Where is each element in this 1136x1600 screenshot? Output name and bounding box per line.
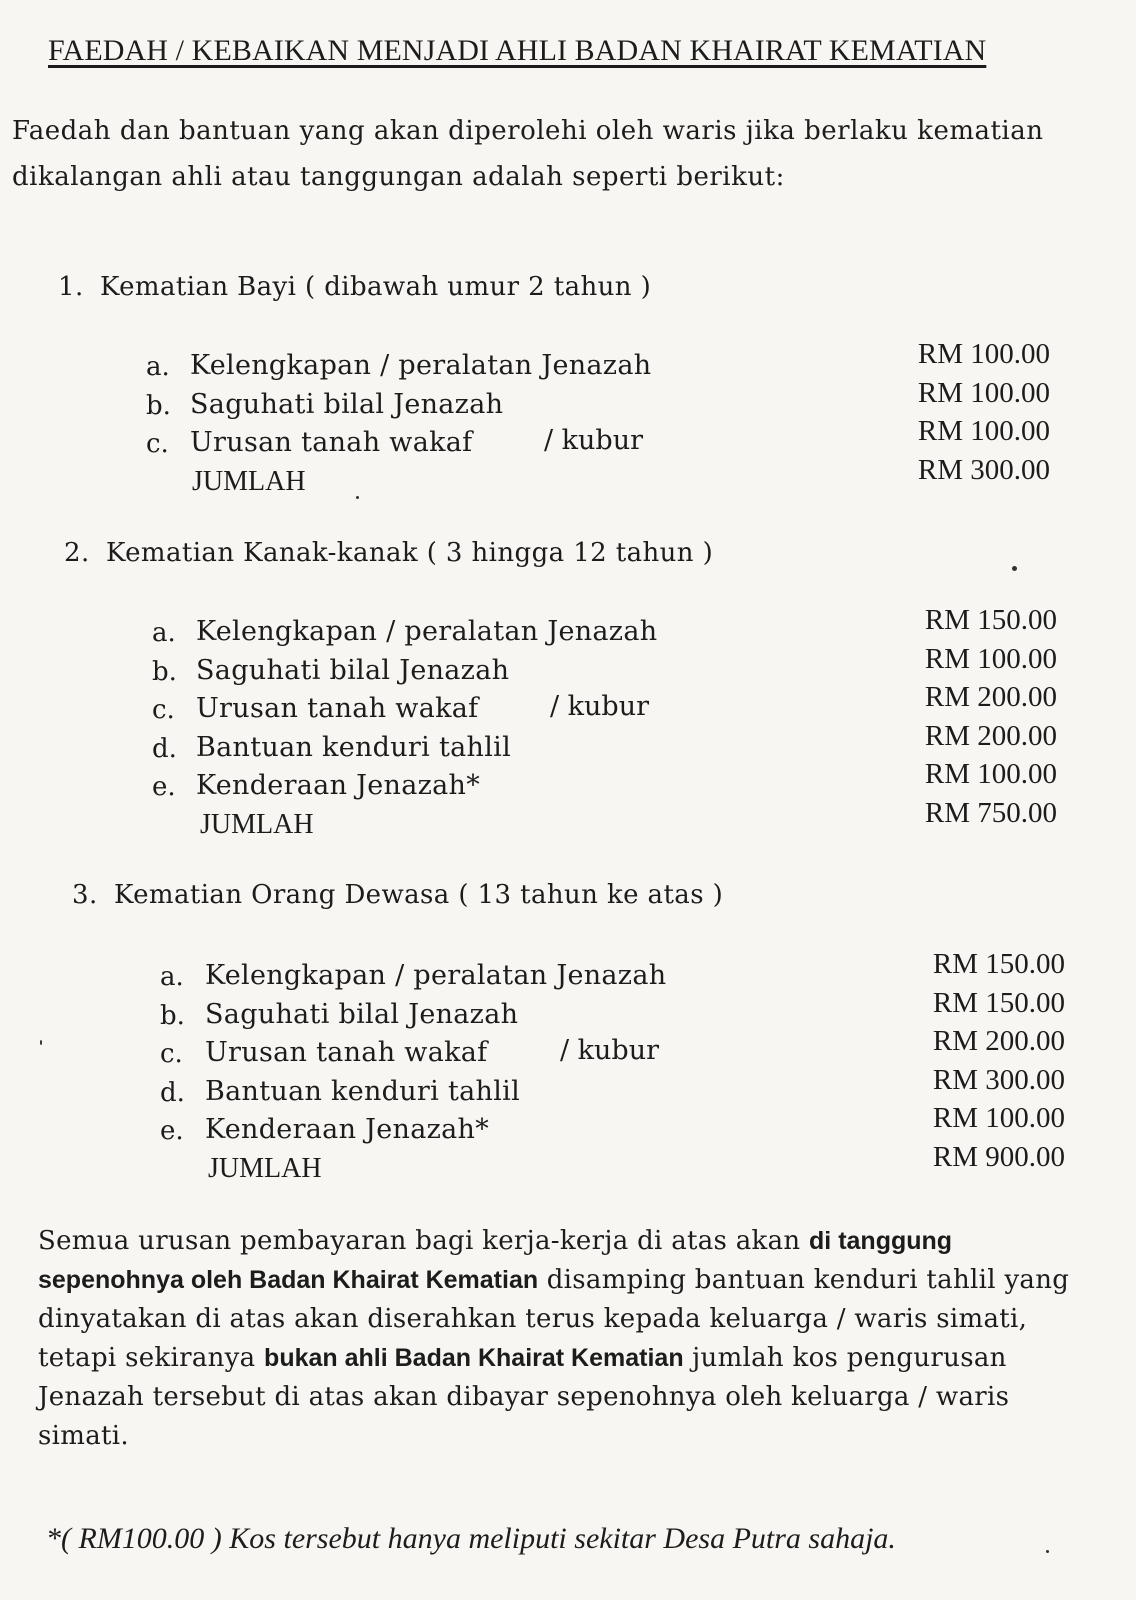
- row-label: Kenderaan Jenazah*: [205, 1114, 490, 1145]
- row-amount: RM 200.00: [924, 719, 1057, 752]
- section-heading: Kematian Orang Dewasa ( 13 tahun ke atas ): [114, 880, 724, 910]
- section-number: 1.: [58, 272, 84, 302]
- row-letter: d.: [160, 1077, 185, 1108]
- row-label: Kenderaan Jenazah*: [196, 770, 481, 801]
- row-letter: c.: [160, 1039, 183, 1069]
- total-label: JUMLAH: [208, 1152, 322, 1184]
- section-heading: Kematian Kanak-kanak ( 3 hingga 12 tahun ): [106, 538, 714, 568]
- closing-text-3: jumlah kos pengurusan Jenazah tersebut di atas akan dibayar sepenohnya oleh keluarga / waris simati.: [38, 1343, 1010, 1451]
- row-label: Kelengkapan / peralatan Jenazah: [190, 350, 652, 381]
- row-label: Bantuan kenduri tahlil: [196, 731, 512, 763]
- row-letter: c.: [152, 695, 175, 725]
- row-amount: RM 150.00: [932, 986, 1065, 1019]
- intro-paragraph: [12, 108, 1112, 200]
- scan-speck: [1046, 1550, 1049, 1553]
- row-letter: a.: [146, 352, 170, 382]
- closing-text-1: Semua urusan pembayaran bagi kerja-kerja di atas akan: [38, 1226, 810, 1256]
- row-letter: d.: [152, 733, 177, 764]
- section-number: 2.: [64, 538, 90, 568]
- row-letter: c.: [146, 429, 169, 459]
- row-label-suffix: / kubur: [544, 425, 644, 456]
- row-amount: RM 150.00: [924, 604, 1057, 636]
- row-label: Urusan tanah wakaf: [190, 427, 473, 458]
- scan-speck: [356, 496, 359, 499]
- section-heading: Kematian Bayi ( dibawah umur 2 tahun ): [100, 272, 652, 302]
- scan-speck: [40, 1040, 42, 1045]
- total-amount: RM 750.00: [924, 796, 1057, 829]
- total-label: JUMLAH: [200, 808, 314, 840]
- row-letter: e.: [152, 772, 176, 802]
- closing-bold-1: di tanggung sepenohnya oleh Badan Khairat Kematian: [38, 1227, 953, 1294]
- closing-bold-2: bukan ahli Badan Khairat Kematian: [264, 1344, 684, 1372]
- closing-paragraph: [38, 1222, 1098, 1456]
- total-amount: RM 300.00: [917, 453, 1050, 486]
- intro-line-1: Faedah dan bantuan yang akan diperolehi oleh waris jika berlaku kematian: [12, 116, 1044, 146]
- row-letter: b.: [146, 390, 171, 421]
- row-amount: RM 100.00: [932, 1102, 1065, 1134]
- row-amount: RM 100.00: [917, 338, 1050, 370]
- row-letter: a.: [160, 962, 184, 992]
- row-amount: RM 200.00: [924, 681, 1057, 713]
- row-letter: e.: [160, 1116, 184, 1146]
- row-label: Urusan tanah wakaf: [205, 1037, 488, 1068]
- intro-line-2: dikalangan ahli atau tanggungan adalah seperti berikut:: [12, 162, 785, 192]
- footnote: *( RM100.00 ) Kos tersebut hanya meliputi sekitar Desa Putra sahaja.: [46, 1522, 896, 1555]
- row-label: Saguhati bilal Jenazah: [205, 998, 519, 1030]
- row-label-suffix: / kubur: [560, 1035, 660, 1066]
- row-label: Saguhati bilal Jenazah: [196, 654, 510, 686]
- document-title: FAEDAH / KEBAIKAN MENJADI AHLI BADAN KHAIRAT KEMATIAN: [48, 34, 987, 67]
- total-label: JUMLAH: [192, 465, 306, 497]
- row-label-suffix: / kubur: [550, 691, 650, 722]
- row-amount: RM 100.00: [917, 415, 1050, 447]
- row-amount: RM 100.00: [924, 642, 1057, 675]
- row-label: Bantuan kenduri tahlil: [205, 1075, 521, 1107]
- scan-speck: [1012, 566, 1017, 571]
- row-amount: RM 150.00: [932, 948, 1065, 980]
- row-label: Kelengkapan / peralatan Jenazah: [205, 960, 667, 991]
- row-amount: RM 300.00: [932, 1063, 1065, 1096]
- row-letter: b.: [160, 1000, 185, 1031]
- row-amount: RM 100.00: [917, 376, 1050, 409]
- total-amount: RM 900.00: [932, 1140, 1065, 1173]
- row-label: Kelengkapan / peralatan Jenazah: [196, 616, 658, 647]
- row-amount: RM 200.00: [932, 1025, 1065, 1057]
- row-amount: RM 100.00: [924, 758, 1057, 790]
- row-letter: a.: [152, 618, 176, 648]
- row-label: Urusan tanah wakaf: [196, 693, 479, 724]
- row-letter: b.: [152, 656, 177, 687]
- row-label: Saguhati bilal Jenazah: [190, 388, 504, 420]
- section-number: 3.: [72, 880, 98, 910]
- closing-text-2: disamping bantuan kenduri tahlil yang dinyatakan di atas akan diserahkan terus kepada keluarga / waris simati, tetapi sekiranya: [38, 1265, 1070, 1373]
